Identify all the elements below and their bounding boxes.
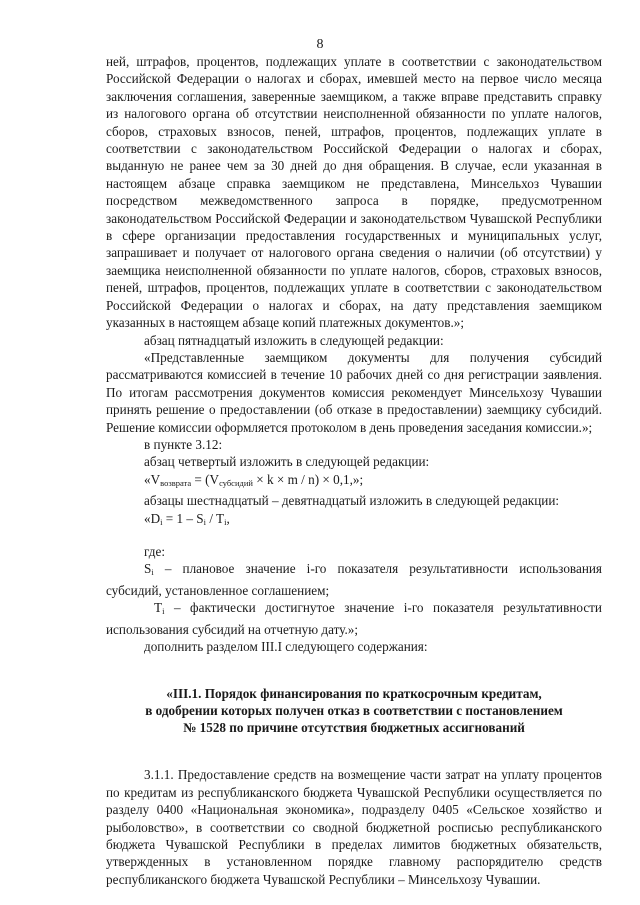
paragraph-3-1-1: 3.1.1. Предоставление средств на возмещение части затрат на уплату процентов по кредитам из республиканского бюджета Чувашской Республики осуществляется по разделу 0400 «Национальная экономика», подразделу 0405 «Сельское хозяйство и рыболовство», в соответствии со сводной бюджетной росписью республиканского бюджета Чувашской Республики в пределах лимитов бюджетных обязательств, утвержденных в установленном порядке главному распорядителю средств республиканского бюджета Чувашской Республики – Минсельхозу Чувашии. [106, 767, 602, 887]
section-heading [106, 685, 602, 736]
section-heading-line-1: «III.1. Порядок финансирования по краткосрочным кредитам, [166, 686, 542, 702]
instruction-abzac-15: абзац пятнадцатый изложить в следующей редакции: [144, 332, 444, 348]
document-body [106, 53, 602, 888]
instruction-abzac-16-19: абзацы шестнадцатый – девятнадцатый изложить в следующей редакции: [144, 493, 560, 509]
formula-d-index: «$D_i = 1 - S_i / T_i$, [144, 510, 230, 527]
section-heading-line-3: № 1528 по причине отсутствия бюджетных ассигнований [183, 720, 525, 736]
formula-v-return: «$V_{возврата} = (V_{субсидий} \times k \times m / n) \times 0,1$,»; [144, 471, 364, 488]
paragraph-commission: «Представленные заемщиком документы для получения субсидий рассматриваются комиссией в течение 10 рабочих дней со дня регистрации заявления. По итогам рассмотрения документов комиссия рекомендует Минсельхозу Чувашии принять решение о предоставлении (об отказе в предоставлении) заемщику субсидий. Решение комиссии оформляется протоколом в день проведения заседания комиссии.»; [106, 349, 602, 435]
instruction-abzac-4: абзац четвертый изложить в следующей редакции: [144, 454, 430, 470]
where-label: где: [144, 543, 165, 559]
definition-s: $S_i$ – плановое значение i-го показателя результативности использования субсидий, установленное соглашением; [106, 561, 602, 598]
definition-t: $T_i$ – фактически достигнутое значение i-го показателя результативности использования субсидий на отчетную дату.»; [106, 600, 602, 637]
section-heading-line-2: в одобрении которых получен отказ в соответствии с постановлением [145, 703, 563, 719]
instruction-add-section: дополнить разделом III.I следующего содержания: [144, 639, 428, 654]
page-number: 8 [316, 37, 324, 52]
instruction-punkt-3-12: в пункте 3.12: [144, 436, 223, 452]
paragraph-continuation: ней, штрафов, процентов, подлежащих уплате в соответствии с законодательством Российской Федерации о налогах и сборах, имевшей место на первое число месяца заключения соглашения, заверенные заемщиком, а также вправе представить справку из налогового органа об отсутствии неисполненной обязанности по уплате налогов, сборов, страховых взносов, пеней, штрафов, процентов, подлежащих уплате в соответствии с законодательством Российской Федерации о налогах и сборах, выданную не ранее чем за 30 дней до дня обращения. В случае, если указанная в настоящем абзаце справка заемщиком не представлена, Минсельхоз Чувашии посредством межведомственного запроса в порядке, предусмотренном законодательством Российской Федерации и законодательством Чувашской Республики в сфере организации предоставления государственных и муниципальных услуг, запрашивает и получает от налогового органа сведения о наличии (об отсутствии) у заемщика неисполненной обязанности по уплате налогов, сборов, страховых взносов, пеней, штрафов, процентов, подлежащих уплате в соответствии с законодательством Российской Федерации о налогах и сборах, на дату представления заемщиком указанных в настоящем абзаце копий платежных документов.»; [106, 54, 602, 331]
